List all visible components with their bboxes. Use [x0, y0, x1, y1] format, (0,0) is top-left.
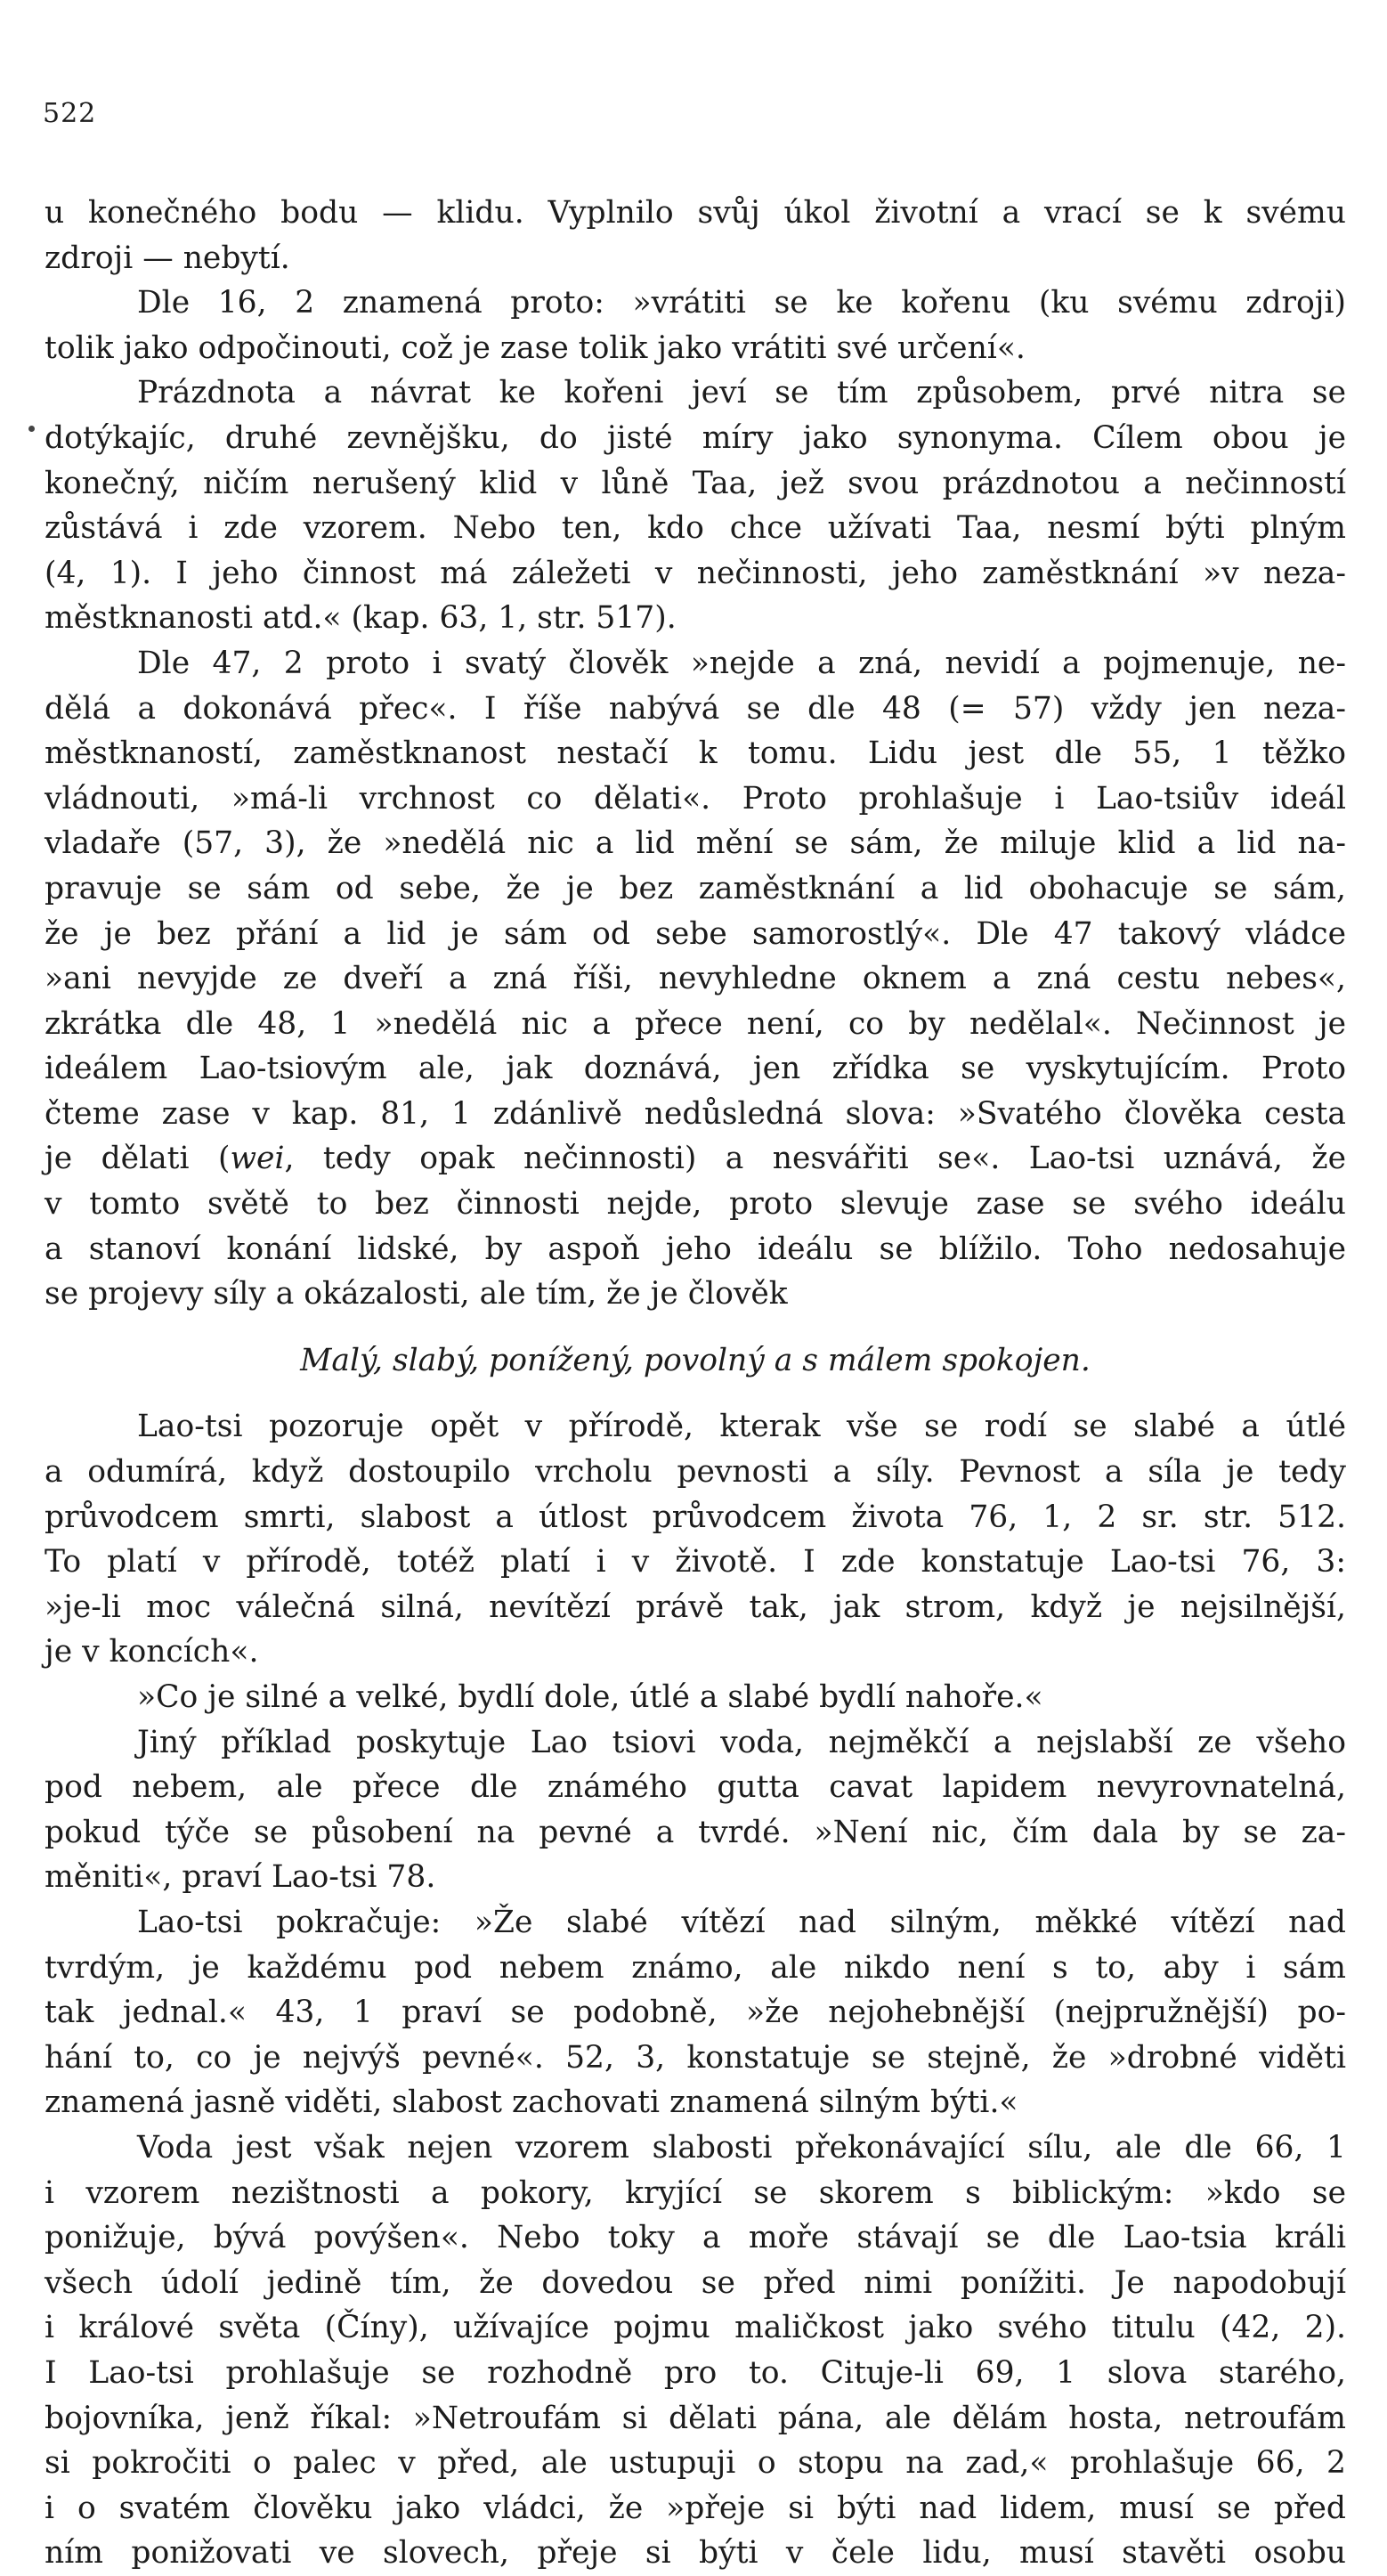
text-line: je v koncích«. [45, 1634, 259, 1670]
text-line: městknanosti atd.« (kap. 63, 1, str. 517). [45, 600, 677, 637]
text-line: pokud týče se působení na pevné a tvrdé. »Není nic, čím dala by se za- [45, 1814, 1346, 1850]
text-line: Jiný příklad poskytuje Lao tsiovi voda, nejměkčí a nejslabší ze všeho [137, 1724, 1346, 1760]
text-line: a odumírá, když dostoupilo vrcholu pevnosti a síly. Pevnost a síla je tedy [45, 1454, 1346, 1491]
text-line: I Lao-tsi prohlašuje se rozhodně pro to. Cituje-li 69, 1 slova starého, [45, 2354, 1346, 2391]
text-line: dotýkajíc, druhé zevnějšku, do jisté míry jako synonyma. Cílem obou je [45, 419, 1346, 456]
text-line: (4, 1). I jeho činnost má záležeti v nečinnosti, jeho zaměstknání »v neza- [45, 555, 1346, 591]
text-line: a stanoví konání lidské, by aspoň jeho ideálu se blížilo. Toho nedosahuje [45, 1231, 1346, 1267]
text-line: znamená jasně viděti, slabost zachovati znamená silným býti.« [45, 2084, 1018, 2121]
text-line: »ani nevyjde ze dveří a zná říši, nevyhledne oknem a zná cestu nebes«, [45, 961, 1346, 997]
text-line: že je bez přání a lid je sám od sebe samorostlý«. Dle 47 takový vládce [45, 915, 1346, 952]
text-line: tvrdým, je každému pod nebem známo, ale nikdo není s to, aby i sám [45, 1949, 1346, 1986]
text-line: Dle 16, 2 znamená proto: »vrátiti se ke kořenu (ku svému zdroji) [137, 285, 1346, 321]
text-line: si pokročiti o palec v před, ale ustupuji o stopu na zad,« prohlašuje 66, 2 [45, 2445, 1346, 2482]
text-line: tak jednal.« 43, 1 praví se podobně, »že nejohebnější (nejpružnější) po- [45, 1995, 1346, 2031]
text-line: všech údolí jedině tím, že dovedou se před nimi ponížiti. Je napodobují [45, 2264, 1346, 2301]
text-line: vladaře (57, 3), že »nedělá nic a lid mění se sám, že miluje klid a lid na- [45, 825, 1346, 862]
text-line: ponižuje, bývá povýšen«. Nebo toky a moře stávají se dle Lao-tsia králi [45, 2220, 1346, 2256]
text-line: městknaností, zaměstknanost nestačí k tomu. Lidu jest dle 55, 1 těžko [45, 735, 1346, 772]
text-line: zdroji — nebytí. [45, 240, 290, 276]
emphasis-wei: wei [230, 1141, 285, 1177]
text-line: ideálem Lao-tsiovým ale, jak doznává, jen zřídka se vyskytujícím. Proto [45, 1051, 1346, 1087]
text-line: Lao-tsi pozoruje opět v přírodě, kterak vše se rodí se slabé a útlé [137, 1409, 1346, 1445]
text-line: dělá a dokonává přec«. I říše nabývá se dle 48 (= 57) vždy jen neza- [45, 690, 1346, 727]
text-line: i o svatém člověku jako vládci, že »přeje si býti nad lidem, musí se před [45, 2490, 1346, 2526]
text-line: »Co je silné a velké, bydlí dole, útlé a slabé bydlí nahoře.« [137, 1679, 1043, 1715]
body-text [45, 191, 1346, 2576]
text-line: se projevy síly a okázalosti, ale tím, že je člověk [45, 1276, 788, 1312]
text-segment: , tedy opak nečinnosti) a nesvářiti se«. Lao-tsi uznává, že [284, 1141, 1346, 1177]
text-line: i králové světa (Číny), užívajíce pojmu maličkost jako svého titulu (42, 2). [45, 2310, 1346, 2346]
text-line: Dle 47, 2 proto i svatý člověk »nejde a zná, nevidí a pojmenuje, ne- [137, 645, 1346, 681]
text-line: »je-li moc válečná silná, nevítězí právě tak, jak strom, když je nejsilnější, [45, 1589, 1346, 1625]
text-line: pod nebem, ale přece dle známého gutta cavat lapidem nevyrovnatelná, [45, 1769, 1346, 1806]
text-line: bojovníka, jenž říkal: »Netroufám si dělati pána, ale dělám hosta, netroufám [45, 2400, 1346, 2436]
text-line: čteme zase v kap. 81, 1 zdánlivě nedůsledná slova: »Svatého člověka cesta [45, 1095, 1346, 1132]
text-line: pravuje se sám od sebe, že je bez zaměstknání a lid obohacuje se sám, [45, 870, 1346, 906]
text-line: konečný, ničím nerušený klid v lůně Taa, jež svou prázdnotou a nečinností [45, 465, 1346, 501]
text-line: vládnouti, »má-li vrchnost co dělati«. Proto prohlašuje i Lao-tsiův ideál [45, 780, 1346, 817]
section-heading: Malý, slabý, ponížený, povolný a s málem spokojen. [300, 1342, 1091, 1378]
text-line: měniti«, praví Lao-tsi 78. [45, 1859, 436, 1896]
text-line: i vzorem nezištnosti a pokory, kryjící se skorem s biblickým: »kdo se [45, 2174, 1346, 2211]
text-segment: je dělati ( [45, 1141, 231, 1177]
text-line: To platí v přírodě, totéž platí i v životě. I zde konstatuje Lao-tsi 76, 3: [45, 1544, 1346, 1581]
text-line: Lao-tsi pokračuje: »Že slabé vítězí nad silným, měkké vítězí nad [137, 1904, 1346, 1940]
margin-speck [28, 426, 35, 432]
text-line: zkrátka dle 48, 1 »nedělá nic a přece není, co by nedělal«. Nečinnost je [45, 1005, 1346, 1042]
text-line [45, 1136, 1346, 1182]
text-line: v tomto světě to bez činnosti nejde, proto slevuje zase se svého ideálu [45, 1186, 1346, 1223]
text-line: tolik jako odpočinouti, což je zase tolik jako vrátiti své určení«. [45, 329, 1026, 366]
text-line: průvodcem smrti, slabost a útlost průvodcem života 76, 1, 2 sr. str. 512. [45, 1499, 1346, 1535]
text-line: hání to, co je nejvýš pevné«. 52, 3, konstatuje se stejně, že »drobné viděti [45, 2039, 1346, 2076]
text-line: zůstává i zde vzorem. Nebo ten, kdo chce užívati Taa, nesmí býti plným [45, 510, 1346, 547]
page-number: 522 [43, 98, 97, 129]
text-line: ním ponižovati ve slovech, přeje si býti v čele lidu, musí stavěti osobu [45, 2535, 1346, 2572]
text-line: Prázdnota a návrat ke kořeni jeví se tím způsobem, prvé nitra se [137, 375, 1346, 411]
text-line: Voda jest však nejen vzorem slabosti překonávající sílu, ale dle 66, 1 [137, 2129, 1346, 2166]
text-line: u konečného bodu — klidu. Vyplnilo svůj úkol životní a vrací se k svému [45, 195, 1346, 231]
